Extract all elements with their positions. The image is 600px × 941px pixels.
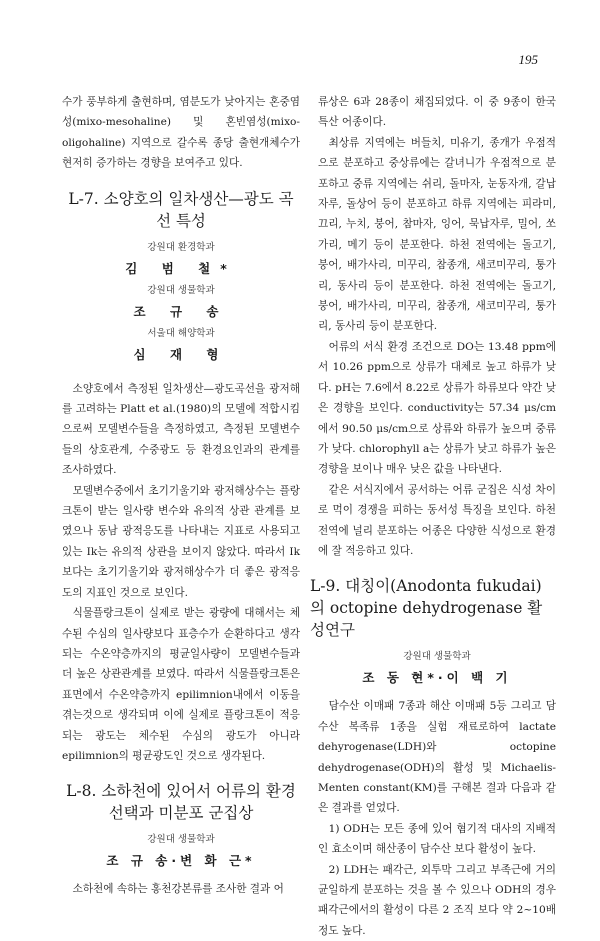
author-name: 조 규 송 <box>133 303 229 319</box>
author-affiliation: 강원대 생물학과 <box>147 834 215 846</box>
section-title-l8: L-8. 소하천에 있어서 어류의 환경 선택과 미분포 군집상 <box>66 782 296 823</box>
paragraph: 류상은 6과 28종이 채집되었다. 이 중 9종이 한국특산 어종이다. <box>318 96 556 129</box>
paragraph: 소양호에서 측정된 일차생산—광도곡선을 광저해를 고려하는 Platt et al.(1980)의 모델에 적합시킴으로써 모델변수들을 측정하였고, 측정된 모델변수들의 상호관계, 수중광도 등 환경요인과의 관계를 조사하였다. <box>62 382 300 477</box>
author-name: 조 규 송·변 화 근* <box>106 853 256 869</box>
paragraph: 수가 풍부하게 출현하며, 염분도가 낮아지는 혼중염성(mixo-mesohaline) 및 혼빈염성(mixo-oligohaline) 지역으로 갈수록 종당 출현개체수가 현저히 증가하는 경향을 보여주고 있다. <box>62 96 300 170</box>
paragraph: 어류의 서식 환경 조건으로 DO는 13.48 ppm에서 10.26 ppm으로 상류가 대체로 높고 하류가 낮다. pH는 7.6에서 8.22로 상류가 하류보다 약간 낮은 경향을 보인다. conductivity는 57.34 μs/cm에서 90.50 μs/cm으로 상류와 하류가 높으며 중류가 낮다. chlorophyll a는 상류가 낮고 하류가 높은 경향을 보이나 매우 낮은 값을 나타낸다. <box>318 340 556 476</box>
paragraph: 최상류 지역에는 버들치, 미유기, 종개가 우점적으로 분포하고 중상류에는 갈녀니가 우점적으로 분포하고 중류 지역에는 쉬리, 돌마자, 눈동자개, 갈납자루, 돌상어 등이 분포하고 하류 지역에는 피라미, 끄리, 누치, 붕어, 참마자, 잉어, 묵납자루, 밀어, 쏘가리, 메기 등이 분포한다. 하천 전역에는 돌고기, 붕어, 배가사리, 미꾸리, 참종개, 새코미꾸리, 퉁가리, 동사리 등이 분포한다. 하천 전역에는 돌고기, 붕어, 배가사리, 미꾸리, 참종개, 새코미꾸리, 퉁가리, 동사리 등이 분포한다. <box>318 136 556 333</box>
paragraph: 소하천에 속하는 홍천강본류를 조사한 결과 어 <box>72 883 284 896</box>
paragraph: 식물플랑크톤이 실제로 받는 광량에 대해서는 체수된 수심의 일사량보다 표층수가 순환하다고 생각되는 수온약층까지의 평균일사량이 모델변수들과 더 높은 상관관계를 보였다. 따라서 식물플랑크톤은 표면에서 수온약층까지 epilimnion내에서 이동을 겪는것으로 생각되며 이에 실제로 플랑크톤이 적응되는 광도는 체수된 수심의 광도가 아니라 epilimnion의 평균광도인 것으로 생각된다. <box>62 607 300 762</box>
author-affiliation: 강원대 생물학과 <box>147 284 215 296</box>
paragraph: 모델변수중에서 초기기울기와 광저해상수는 플랑크톤이 받는 일사량 변수와 유의적 상관 관계를 보였으나 동남 광적응도를 나타내는 지표로 사용되고 있는 Ik는 유의적 상관을 보이지 않았다. 따라서 Ik 보다는 초기기울기와 광저해상수가 더 좋은 광적응도의 지표인 것으로 보인다. <box>62 484 300 599</box>
paragraph: 2) LDH는 패각근, 외투막 그리고 부족근에 거의 균일하게 분포하는 것을 볼 수 있으나 ODH의 경우 패각근에서의 활성이 다른 2 조직 보다 약 2~10배 정도 높다. <box>318 863 556 937</box>
right-column <box>310 92 556 941</box>
author-name: 김 범 철* <box>125 260 237 276</box>
paragraph: 1) ODH는 모든 종에 있어 혐기적 대사의 지배적인 효소이며 해산종이 담수산 보다 활성이 높다. <box>318 822 556 856</box>
author-affiliation: 강원대 환경학과 <box>147 241 215 253</box>
paragraph: 같은 서식지에서 공서하는 어류 군집은 식성 차이로 먹이 경쟁을 피하는 동서성 특징을 보인다. 하천 전역에 널리 분포하는 어종은 다양한 식성으로 환경에 잘 적응하고 있다. <box>318 483 556 557</box>
section-title-l7: L-7. 소양호의 일차생산—광도 곡선 특성 <box>68 189 294 230</box>
author-name: 조 동 현*·이 백 기 <box>362 670 512 686</box>
left-column <box>62 92 300 900</box>
author-affiliation: 서울대 해양학과 <box>147 327 215 339</box>
author-affiliation: 강원대 생물학과 <box>403 651 471 663</box>
section-title-l9: L-9. 대칭이(Anodonta fukudai)의 octopine dehydrogenase 활성연구 <box>310 577 543 640</box>
page-number: 195 <box>518 52 538 67</box>
author-name: 심 재 형 <box>133 346 229 362</box>
paragraph: 담수산 이매패 7종과 해산 이매패 5등 그리고 담수산 복족류 1종을 실험 재료로하여 lactate dehyrogenase(LDH)와 octopine dehydrogenase(ODH)의 활성 및 Michaelis-Menten constant(KM)를 구해본 결과 다음과 같은 결과를 얻었다. <box>318 700 556 815</box>
